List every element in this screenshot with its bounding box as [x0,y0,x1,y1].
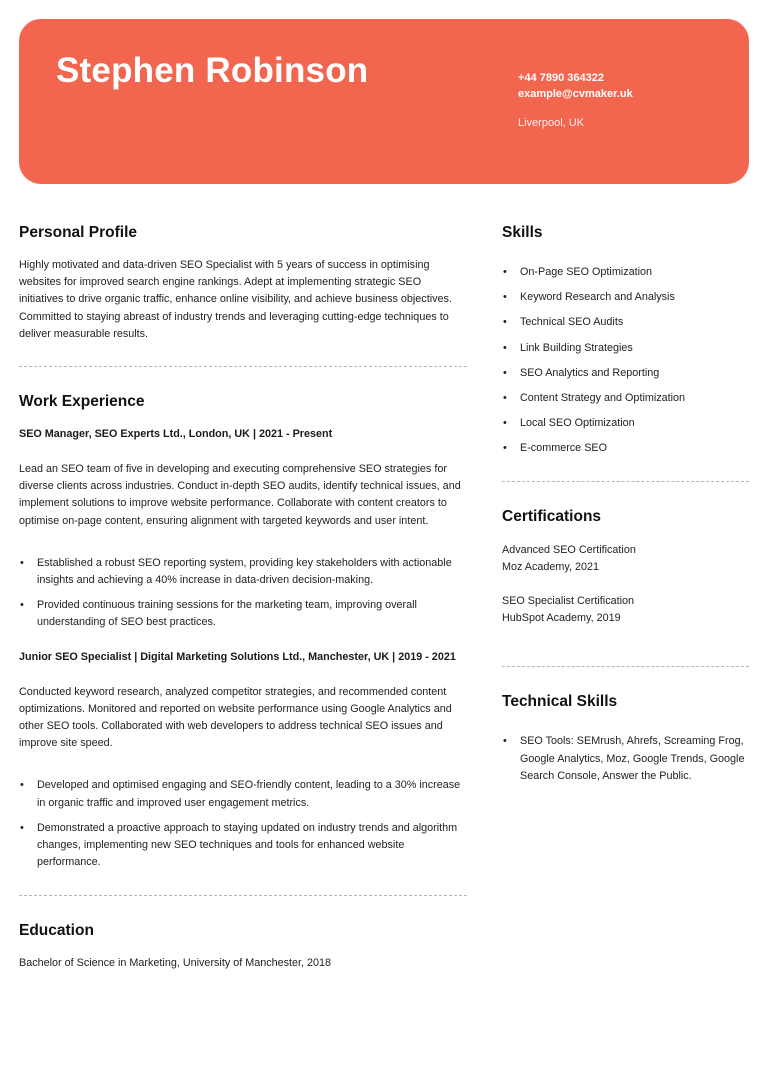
email-address[interactable]: example@cvmaker.uk [518,88,633,100]
list-item: • Provided continuous training sessions for the marketing team, improving overall understanding of SEO best practices. [19,597,467,631]
job-summary: Lead an SEO team of five in developing and executing comprehensive SEO strategies for diverse clients across industries. Conduct in-depth SEO audits, identify technical issues, and implement solutions to improve website performance. Collaborate with content creators to optimise on-page content, ensuring alignment with targeted keywords and user intent. [19,463,461,527]
list-item: • E-commerce SEO [502,440,749,457]
job-achievements [19,777,467,871]
job-title: Junior SEO Specialist | Digital Marketing Solutions Ltd., Manchester, UK | 2019 - 2021 [19,650,456,663]
location: Liverpool, UK [518,117,585,129]
personal-profile-heading: Personal Profile [19,224,138,241]
personal-profile-text: Highly motivated and data-driven SEO Specialist with 5 years of success in optimising websites for improved search engine rankings. Adept at implementing strategic SEO initiatives to drive organic traffic, enhance online visibility, and achieve business objectives. Committed to staying abreast of industry trends and leveraging cutting-edge techniques to deliver measurable results. [19,259,452,340]
left-column [19,222,467,973]
list-item: • Demonstrated a proactive approach to staying updated on industry trends and algorithm changes, implementing new SEO techniques and tools for enhanced website performance. [19,820,467,872]
list-item: • Established a robust SEO reporting system, providing key stakeholders with actionable insights and achieving a 40% increase in data-driven decision-making. [19,555,467,589]
phone-number[interactable]: +44 7890 364322 [518,72,604,84]
job-achievements [19,555,467,632]
right-column [502,222,749,785]
job-summary: Conducted keyword research, analyzed competitor strategies, and recommended content optimizations. Monitored and reported on website performance using Google Analytics and other SEO tools. Collaborated with web developers to address technical SEO issues and improve site speed. [19,685,452,750]
list-item: • Link Building Strategies [502,340,749,357]
skills-list [502,264,749,458]
cv-header [19,19,749,184]
list-item: • Local SEO Optimization [502,415,749,432]
section-divider [19,366,467,367]
list-item: • Keyword Research and Analysis [502,289,749,306]
certification-item [502,542,749,576]
education-heading: Education [19,922,94,940]
certification-issuer: HubSpot Academy, 2019 [502,612,621,625]
list-item: • Technical SEO Audits [502,314,749,331]
job-title: SEO Manager, SEO Experts Ltd., London, UK | 2021 - Present [19,428,333,441]
section-divider [502,481,749,482]
education-text: Bachelor of Science in Marketing, University of Manchester, 2018 [19,957,332,970]
section-divider [19,895,467,896]
technical-skills-list [502,733,749,785]
certification-issuer: Moz Academy, 2021 [502,560,600,573]
technical-skills-heading: Technical Skills [502,693,618,711]
list-item: • Content Strategy and Optimization [502,390,749,407]
list-item: • On-Page SEO Optimization [502,264,749,281]
candidate-name: Stephen Robinson [56,51,369,90]
certification-name: SEO Specialist Certification [502,595,635,608]
certification-item [502,593,749,627]
certification-name: Advanced SEO Certification [502,543,636,556]
list-item: • Developed and optimised engaging and SEO-friendly content, leading to a 30% increase in organic traffic and improved user engagement metrics. [19,777,467,811]
list-item: • SEO Tools: SEMrush, Ahrefs, Screaming Frog, Google Analytics, Moz, Google Trends, Google Search Console, Answer the Public. [502,733,749,785]
list-item: • SEO Analytics and Reporting [502,365,749,382]
skills-heading: Skills [502,224,543,241]
certifications-heading: Certifications [502,507,602,525]
section-divider [502,666,749,667]
work-experience-heading: Work Experience [19,393,145,411]
contact-block [518,70,633,129]
